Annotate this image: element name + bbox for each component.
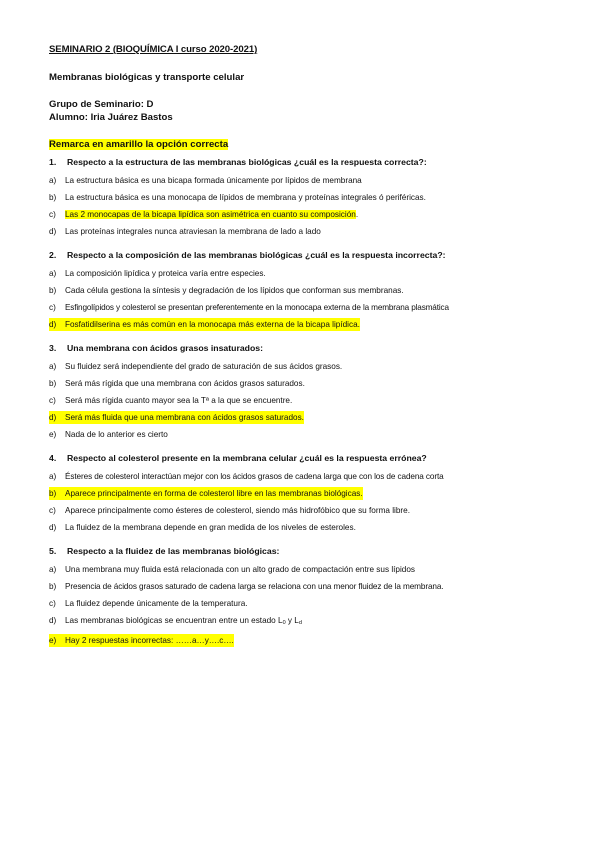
option-letter: b)	[49, 193, 57, 202]
option-c[interactable]	[49, 301, 569, 314]
option-text: Fosfatidilserina es más común en la monocapa más externa de la bicapa lipídica.	[65, 320, 360, 329]
option-c[interactable]	[49, 208, 569, 221]
option-letter: a)	[49, 565, 57, 574]
option-suffix: .	[355, 210, 359, 219]
option-a[interactable]	[49, 267, 569, 280]
option-text: Esfingolípidos y colesterol se presentan preferentemente en la monocapa externa de la membrana plasmática	[65, 303, 449, 312]
question-header	[49, 451, 569, 466]
option-letter: d)	[49, 413, 57, 422]
option-c[interactable]	[49, 394, 569, 407]
question-4	[49, 451, 569, 534]
option-text: La estructura básica es una monocapa de lípidos de membrana y proteínas integrales ó periféricas.	[65, 193, 426, 202]
option-text: Ésteres de colesterol interactúan mejor con los ácidos grasos de cadena larga que con los de cadena corta	[65, 472, 444, 481]
option-d[interactable]	[49, 318, 569, 331]
option-b[interactable]	[49, 487, 569, 500]
seminar-group: Grupo de Seminario: D	[49, 99, 154, 110]
question-1	[49, 155, 569, 238]
question-number: 2.	[49, 250, 57, 260]
instruction	[49, 139, 569, 150]
option-text: La composición lipídica y proteica varía entre especies.	[65, 269, 266, 278]
option-e[interactable]	[49, 428, 569, 441]
question-number: 1.	[49, 157, 57, 167]
question-number: 5.	[49, 546, 57, 556]
subscript-0: 0	[282, 620, 286, 626]
option-text: Las proteínas integrales nunca atraviesan la membrana de lado a lado	[65, 227, 321, 236]
option-text: Será más rígida cuanto mayor sea la Tª a la que se encuentre.	[65, 396, 293, 405]
highlighted-answer	[49, 411, 304, 424]
question-header	[49, 544, 569, 559]
student-name: Alumno: Iria Juárez Bastos	[49, 112, 173, 123]
option-text: Una membrana muy fluida está relacionada con un alto grado de compactación entre sus lípidos	[65, 565, 415, 574]
question-text: Respecto a la composición de las membranas biológicas ¿cuál es la respuesta incorrecta?:	[67, 250, 446, 260]
option-letter: a)	[49, 472, 57, 481]
option-d[interactable]	[49, 521, 569, 534]
option-b[interactable]	[49, 580, 569, 593]
option-text: Hay 2 respuestas incorrectas: ……a…y….c….	[65, 636, 234, 645]
option-e[interactable]	[49, 634, 569, 647]
option-letter: c)	[49, 303, 56, 312]
option-d[interactable]	[49, 411, 569, 424]
option-b[interactable]	[49, 191, 569, 204]
instruction-text: Remarca en amarillo la opción correcta	[49, 139, 229, 150]
subscript-d: d	[298, 620, 302, 626]
option-letter: c)	[49, 210, 56, 219]
question-2	[49, 248, 569, 331]
option-letter: a)	[49, 269, 57, 278]
option-text: La fluidez de la membrana depende en gran medida de los niveles de esteroles.	[65, 523, 356, 532]
option-letter: a)	[49, 176, 57, 185]
option-c[interactable]	[49, 504, 569, 517]
option-text: Será más rígida que una membrana con ácidos grasos saturados.	[65, 379, 305, 388]
option-letter: a)	[49, 362, 57, 371]
question-number: 3.	[49, 343, 57, 353]
document-title: SEMINARIO 2 (BIOQUÍMICA I curso 2020-2021)	[49, 44, 258, 55]
question-header	[49, 341, 569, 356]
option-letter: d)	[49, 523, 57, 532]
option-b[interactable]	[49, 377, 569, 390]
question-text: Una membrana con ácidos grasos insaturados:	[67, 343, 264, 353]
question-header	[49, 248, 569, 263]
option-text: Aparece principalmente como ésteres de colesterol, siendo más hidrofóbico que su forma libre.	[65, 506, 410, 515]
option-text: Nada de lo anterior es cierto	[65, 430, 168, 439]
option-letter: d)	[49, 320, 57, 329]
option-a[interactable]	[49, 563, 569, 576]
option-d[interactable]	[49, 614, 569, 630]
option-a[interactable]	[49, 174, 569, 187]
document-subtitle: Membranas biológicas y transporte celular	[49, 72, 245, 83]
question-text: Respecto a la fluidez de las membranas biológicas:	[67, 546, 280, 556]
option-letter: c)	[49, 506, 56, 515]
option-letter: d)	[49, 616, 57, 625]
option-letter: c)	[49, 396, 56, 405]
student-info	[49, 98, 569, 124]
highlighted-answer	[49, 487, 363, 500]
option-b[interactable]	[49, 284, 569, 297]
highlighted-answer	[49, 634, 234, 647]
option-d[interactable]	[49, 225, 569, 238]
option-text-mid: y L	[285, 616, 299, 625]
option-a[interactable]	[49, 470, 569, 483]
option-letter: b)	[49, 489, 57, 498]
option-text-main: Las membranas biológicas se encuentran entre un estado L	[65, 616, 283, 625]
option-text: Será más fluida que una membrana con ácidos grasos saturados.	[65, 413, 304, 422]
question-number: 4.	[49, 453, 57, 463]
option-letter: b)	[49, 286, 57, 295]
question-5	[49, 544, 569, 647]
question-text: Respecto a la estructura de las membranas biológicas ¿cuál es la respuesta correcta?:	[67, 157, 427, 167]
option-text: Aparece principalmente en forma de colesterol libre en las membranas biológicas.	[65, 489, 363, 498]
option-text: La fluidez depende únicamente de la temperatura.	[65, 599, 248, 608]
option-letter: e)	[49, 636, 57, 645]
highlighted-answer	[49, 318, 360, 331]
option-text	[65, 614, 302, 630]
option-text: Presencia de ácidos grasos saturado de cadena larga se relaciona con una menor fluidez de la membrana.	[65, 582, 444, 591]
question-text: Respecto al colesterol presente en la membrana celular ¿cuál es la respuesta errónea?	[67, 453, 427, 463]
option-letter: b)	[49, 582, 57, 591]
highlighted-answer: Las 2 monocapas de la bicapa lipídica son asimétrica en cuanto su composición	[65, 210, 356, 219]
option-letter: d)	[49, 227, 57, 236]
question-header	[49, 155, 569, 170]
option-letter: e)	[49, 430, 57, 439]
option-text: Su fluidez será independiente del grado de saturación de sus ácidos grasos.	[65, 362, 343, 371]
option-text: Cada célula gestiona la síntesis y degradación de los lípidos que conforman sus membranas.	[65, 286, 404, 295]
option-a[interactable]	[49, 360, 569, 373]
option-letter: c)	[49, 599, 56, 608]
option-text: La estructura básica es una bicapa formada únicamente por lípidos de membrana	[65, 176, 362, 185]
option-c[interactable]	[49, 597, 569, 610]
option-letter: b)	[49, 379, 57, 388]
question-3	[49, 341, 569, 441]
option-text	[65, 208, 358, 221]
